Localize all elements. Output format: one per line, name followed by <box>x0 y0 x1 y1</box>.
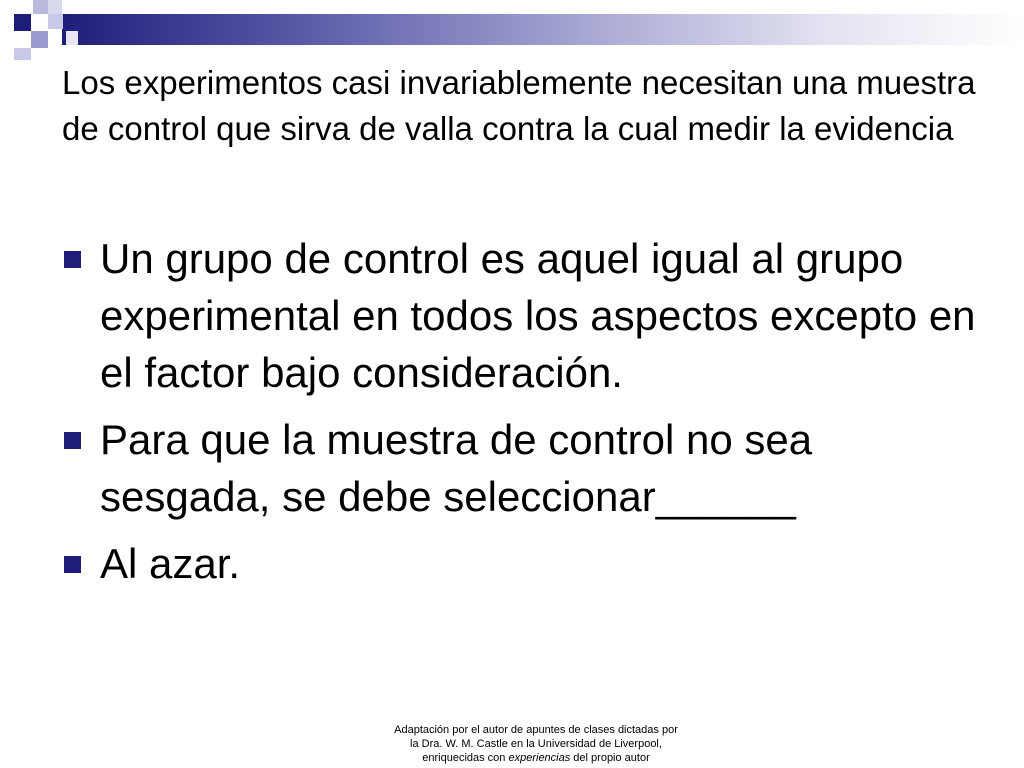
decorative-square <box>14 31 31 48</box>
slide-title: Los experimentos casi invariablemente necesitan una muestra de control que sirva de valla contra la cual medir la evidencia <box>62 64 976 147</box>
bullet-item <box>62 411 992 525</box>
bullet-item <box>62 230 992 401</box>
footer-text: enriquecidas con <box>422 752 509 764</box>
header-gradient-bar <box>62 14 1024 45</box>
bullet-list <box>62 230 992 602</box>
footer-line: Adaptación por el autor de apuntes de clases dictadas por <box>394 724 678 736</box>
decorative-square <box>48 14 63 29</box>
footer-text: del propio autor <box>570 752 650 764</box>
footer-emphasis: experiencias <box>508 752 571 764</box>
footer-line <box>350 751 722 765</box>
footer-credit <box>350 723 722 765</box>
decorative-square <box>48 0 62 14</box>
decorative-square <box>33 0 48 14</box>
bullet-text: Al azar. <box>100 540 241 587</box>
bullet-text: Un grupo de control es aquel igual al grupo experimental en todos los aspectos excepto en el factor bajo consideración. <box>100 235 976 396</box>
square-bullet-icon <box>64 432 81 449</box>
bullet-text: Para que la muestra de control no sea sesgada, se debe seleccionar______ <box>100 416 813 520</box>
bullet-item <box>62 535 992 592</box>
decorative-square <box>31 14 48 31</box>
footer-line: la Dra. W. M. Castle en la Universidad de Liverpool, <box>410 738 662 750</box>
decorative-square <box>14 48 31 60</box>
decorative-square <box>31 31 48 48</box>
decorative-square <box>14 14 31 31</box>
square-bullet-icon <box>64 556 81 573</box>
square-bullet-icon <box>64 251 81 268</box>
decorative-square <box>66 31 78 45</box>
